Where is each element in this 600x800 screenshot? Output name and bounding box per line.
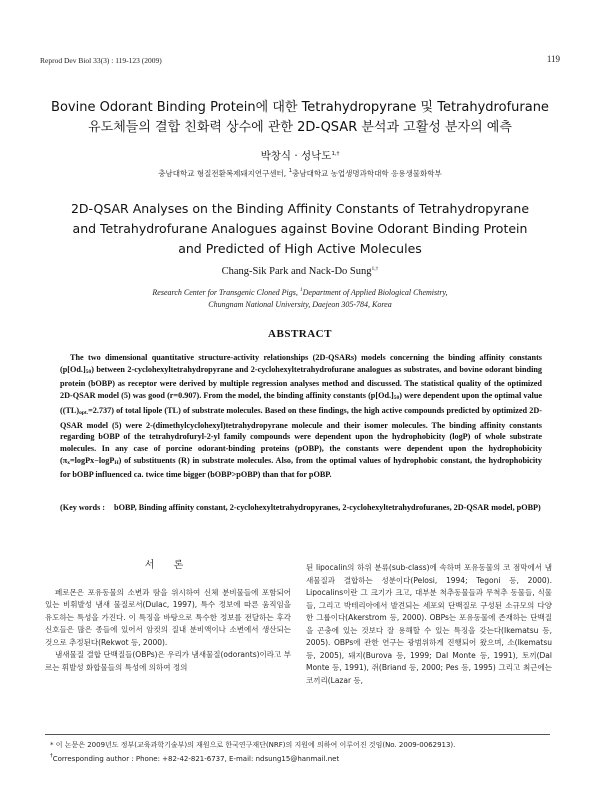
english-author-names: Chang-Sik Park and Nack-Do Sung <box>221 266 372 277</box>
abstract-text-4: =2.737) of total lipole (TL) of substrate molecules. Based on these findings, the high active compounds predicted by optimized 2D-QSAR model (5) were 2-(dimethylcyclohexyl)tetrahydropyrane molecule and their isomer molecules. The binding affinity constants regarding bOBP of the tetrahydrofuryl-2-yl family compounds were dependent upon the hydrophobicity (logP) of whole substrate molecules. In any case of porcine odorant-binding proteins (pOBP), the constants were dependent upon the hydrophobicity (π <box>60 405 542 465</box>
abstract-sub-3: opt. <box>79 409 89 416</box>
footnote-corresponding-text: Corresponding author : Phone: +82-42-821-6737, E-mail: ndsung15@hanmail.net <box>52 755 340 763</box>
english-affiliation-mark: 1 <box>299 287 303 293</box>
korean-author-names: 박창식 · 성낙도 <box>260 150 332 162</box>
korean-affiliation-mark: 1 <box>288 168 293 174</box>
korean-affiliation-b: 충남대학교 농업생명과학대학 응용생물화학부 <box>292 169 442 178</box>
footnote-divider <box>45 734 550 735</box>
abstract-text-3: ) were dependent upon the optimal value ((TL) <box>60 391 543 415</box>
english-title-line2: and Tetrahydrofurane Analogues against Bovine Odorant Binding Protein <box>72 221 528 236</box>
body-right-column <box>306 562 552 687</box>
korean-title-line1: Bovine Odorant Binding Protein에 대한 Tetrahydropyrane 및 Tetrahydrofurane <box>51 100 549 115</box>
footnote-dagger: † <box>50 753 53 759</box>
english-affiliation <box>40 284 560 311</box>
keywords-content: bOBP, Binding affinity constant, 2-cyclohexyltetrahydropyranes, 2-cyclohexyltetrahydrofuranes, 2D-QSAR model, pOBP) <box>114 503 541 512</box>
english-affiliation-1a: Research Center for Transgenic Cloned Pigs, <box>152 288 300 297</box>
page-number: 119 <box>546 54 560 64</box>
korean-affiliation-a: 충남대학교 형질전환복제돼지연구센터, <box>158 169 289 178</box>
korean-authors <box>20 148 580 163</box>
english-title-line1: 2D-QSAR Analyses on the Binding Affinity Constants of Tetrahydropyrane <box>70 201 530 216</box>
abstract-text-5: =logPx−logP <box>69 455 115 465</box>
body-left-column <box>45 560 291 674</box>
keywords-label: (Key words : <box>60 503 106 512</box>
body-paragraph-3: 된 lipocalin의 하위 분류(sub-class)에 속하며 포유동물의 코 점막에서 냄새물질과 결합하는 성분이다(Pelosi, 1994; Tegoni 등, 2000). Lipocalins이란 그 크기가 크고, 대부분 척추동물들과 무척추 동물들, 식물들, 그리고 박테리아에서 발견되는 세포외 단백질로 구성된 소규모의 다양한 그룹이다(Akerstrom 등, 2000). OBPs는 포유동물에 존재하는 단백질을 곤충에 있는 것보다 잘 용해할 수 있는 특징을 갖는다(Ikematsu 등, 2005). OBPs에 관한 연구는 광범위하게 진행되어 왔으며, 소(Ikematsu 등, 2005), 돼지(Burova 등, 1999; Dal Monte 등, 1991), 토끼(Dal Monte 등, 1991), 쥐(Briand 등, 2000; Pes 등, 1995) 그리고 최근에는 코끼리(Lazar 등, <box>306 563 552 685</box>
korean-title-line2: 유도체들의 결합 친화력 상수에 관한 2D-QSAR 분석과 고활성 분자의 예측 <box>88 120 512 135</box>
footnote-funding: * 이 논문은 2009년도 정부(교육과학기술부)의 재원으로 한국연구재단(NRF)의 지원에 의하여 이루어진 것임(No. 2009-0062913). <box>50 741 456 749</box>
abstract-text-6: ) of substituents (R) in substrate molecules. Also, from the optimal values of hydrophobic constant, the hydrophobicity for bOBP influenced ca. twice time bigger (bOBP>pOBP) than that for pOBP. <box>60 455 542 480</box>
body-paragraph-1: 페로몬은 포유동물의 소변과 땀을 위시하여 신체 분비물들에 포함되어 있는 비휘발성 냄새 물질로서(Dulac, 1997), 특수 정보에 따른 움직임을 유도하는 특성을 가진다. 이 특징을 바탕으로 특수한 정보를 전달하는 후각 신호들은 많은 종들에 있어서 암컷의 질내 분비액이나 소변에서 생산되는 것으로 추정된다(Rekwot 등, 2000). <box>45 587 291 647</box>
english-title-line3: and Predicted of High Active Molecules <box>178 241 422 256</box>
abstract-paragraph <box>60 352 542 481</box>
abstract-sub-2: 50 <box>393 395 400 402</box>
english-title <box>30 199 570 259</box>
abstract-sub-4: x <box>67 459 70 466</box>
korean-title <box>20 98 580 138</box>
journal-citation: Reprod Dev Biol 33(3) : 119-123 (2009) <box>40 56 162 65</box>
abstract-text-2: ) between 2-cyclohexyltetrahydropyrane and 2-cyclohexyltetrahydrofurane analogues as substrates, and bovine odorant binding protein (bOBP) as receptor were derived by multiple regression analyses method and discussed. The statistical quality of the optimized 2D-QSAR model (5) was good (r=0.907). From the model, the binding affinity constants (p[Od.] <box>60 364 542 401</box>
section-title-introduction: 서 론 <box>144 560 192 571</box>
korean-author-mark: 1,† <box>331 151 340 157</box>
abstract-sub-5: H <box>114 459 119 466</box>
abstract-heading: ABSTRACT <box>268 328 332 340</box>
abstract-text-1: The two dimensional quantitative structure-activity relationships (2D-QSARs) models concerning the binding affinity constants (p[Od.] <box>60 353 542 374</box>
abstract-sub-1: 50 <box>85 368 92 375</box>
english-affiliation-1b: Department of Applied Biological Chemistry, <box>302 288 448 297</box>
running-header <box>40 56 560 68</box>
body-paragraph-2: 냄새물질 결합 단백질들(OBPs)은 우리가 냄새물질(odorants)이라고 부르는 휘발성 화합물들의 특성에 의하여 정의 <box>45 650 291 672</box>
korean-affiliation <box>20 168 580 179</box>
english-affiliation-2: Chungnam National University, Daejeon 305-784, Korea <box>208 300 392 309</box>
keywords <box>60 502 542 514</box>
english-authors <box>20 266 580 277</box>
english-author-mark: 1,† <box>371 266 379 272</box>
footnote-corresponding <box>50 753 550 763</box>
abstract-body <box>60 352 542 481</box>
